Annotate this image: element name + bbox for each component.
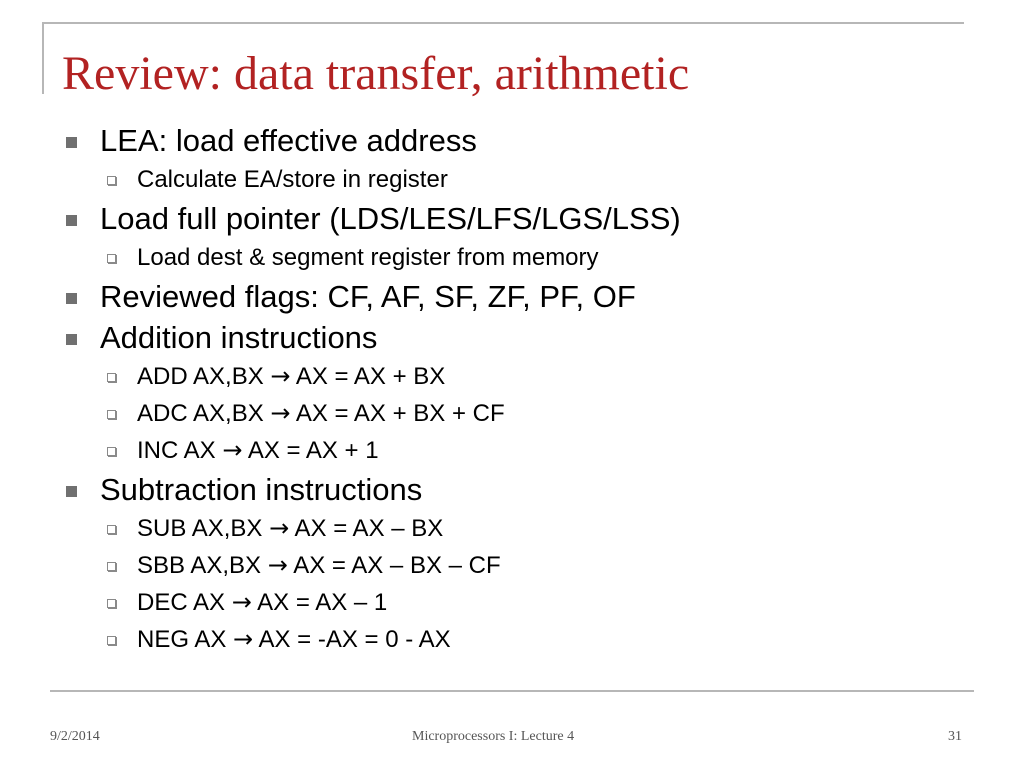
- sub-bullet-item: [0, 584, 1024, 621]
- instruction-result: AX = AX + BX + CF: [295, 400, 505, 427]
- right-arrow-icon: →: [269, 514, 290, 542]
- right-arrow-icon: →: [231, 588, 252, 616]
- sub-bullet-item: [0, 239, 1024, 276]
- instruction-result: AX = AX + BX: [295, 363, 446, 390]
- sub-bullet-item: [0, 161, 1024, 198]
- sub-bullet-item: [0, 395, 1024, 432]
- sub-bullet-item: [0, 547, 1024, 584]
- instruction-text: NEG AX: [137, 626, 227, 653]
- square-bullet-icon: [66, 137, 77, 148]
- hollow-square-bullet-icon: [107, 562, 116, 571]
- right-arrow-icon: →: [270, 362, 291, 390]
- bullet-item: [0, 276, 1024, 317]
- frame-top-line: [42, 22, 964, 24]
- instruction-result: AX = -AX = 0 - AX: [258, 626, 451, 653]
- bullet-item: [0, 120, 1024, 161]
- instruction-text: SBB AX,BX: [137, 552, 262, 579]
- instruction-result: AX = AX – BX – CF: [293, 552, 501, 579]
- slide-title: Review: data transfer, arithmetic: [62, 47, 690, 100]
- bullet-item: [0, 198, 1024, 239]
- instruction-text: ADD AX,BX: [137, 363, 264, 390]
- square-bullet-icon: [66, 486, 77, 497]
- instruction-result: AX = AX – 1: [257, 589, 388, 616]
- hollow-square-bullet-icon: [107, 373, 116, 382]
- hollow-square-bullet-icon: [107, 254, 116, 263]
- footer-date: 9/2/2014: [50, 729, 100, 744]
- hollow-square-bullet-icon: [107, 599, 116, 608]
- instruction-result: AX = AX – BX: [294, 515, 444, 542]
- footer-divider: [50, 690, 974, 692]
- instruction-text: INC AX: [137, 437, 216, 464]
- footer-course-title: Microprocessors I: Lecture 4: [412, 729, 575, 744]
- bullet-text: Subtraction instructions: [100, 472, 423, 507]
- bullet-text: LEA: load effective address: [100, 123, 477, 158]
- sub-bullet-item: [0, 432, 1024, 469]
- right-arrow-icon: →: [267, 551, 288, 579]
- sub-bullet-item: [0, 621, 1024, 658]
- square-bullet-icon: [66, 334, 77, 345]
- hollow-square-bullet-icon: [107, 636, 116, 645]
- hollow-square-bullet-icon: [107, 410, 116, 419]
- square-bullet-icon: [66, 293, 77, 304]
- sub-bullet-item: [0, 510, 1024, 547]
- bullet-list: [0, 120, 1024, 658]
- hollow-square-bullet-icon: [107, 447, 116, 456]
- instruction-result: AX = AX + 1: [247, 437, 379, 464]
- frame-left-line: [42, 22, 44, 94]
- slide-number: 31: [948, 729, 962, 744]
- sub-bullet-item: [0, 358, 1024, 395]
- instruction-text: DEC AX: [137, 589, 226, 616]
- bullet-item: [0, 317, 1024, 358]
- square-bullet-icon: [66, 215, 77, 226]
- hollow-square-bullet-icon: [107, 525, 116, 534]
- bullet-item: [0, 469, 1024, 510]
- instruction-text: SUB AX,BX: [137, 515, 263, 542]
- right-arrow-icon: →: [233, 625, 254, 653]
- bullet-text: Load full pointer (LDS/LES/LFS/LGS/LSS): [100, 201, 681, 236]
- hollow-square-bullet-icon: [107, 176, 116, 185]
- right-arrow-icon: →: [222, 436, 243, 464]
- bullet-text: Reviewed flags: CF, AF, SF, ZF, PF, OF: [100, 279, 636, 314]
- right-arrow-icon: →: [270, 399, 291, 427]
- sub-bullet-text: Load dest & segment register from memory: [137, 244, 599, 271]
- sub-bullet-text: Calculate EA/store in register: [137, 166, 448, 193]
- bullet-text: Addition instructions: [100, 320, 378, 355]
- instruction-text: ADC AX,BX: [137, 400, 264, 427]
